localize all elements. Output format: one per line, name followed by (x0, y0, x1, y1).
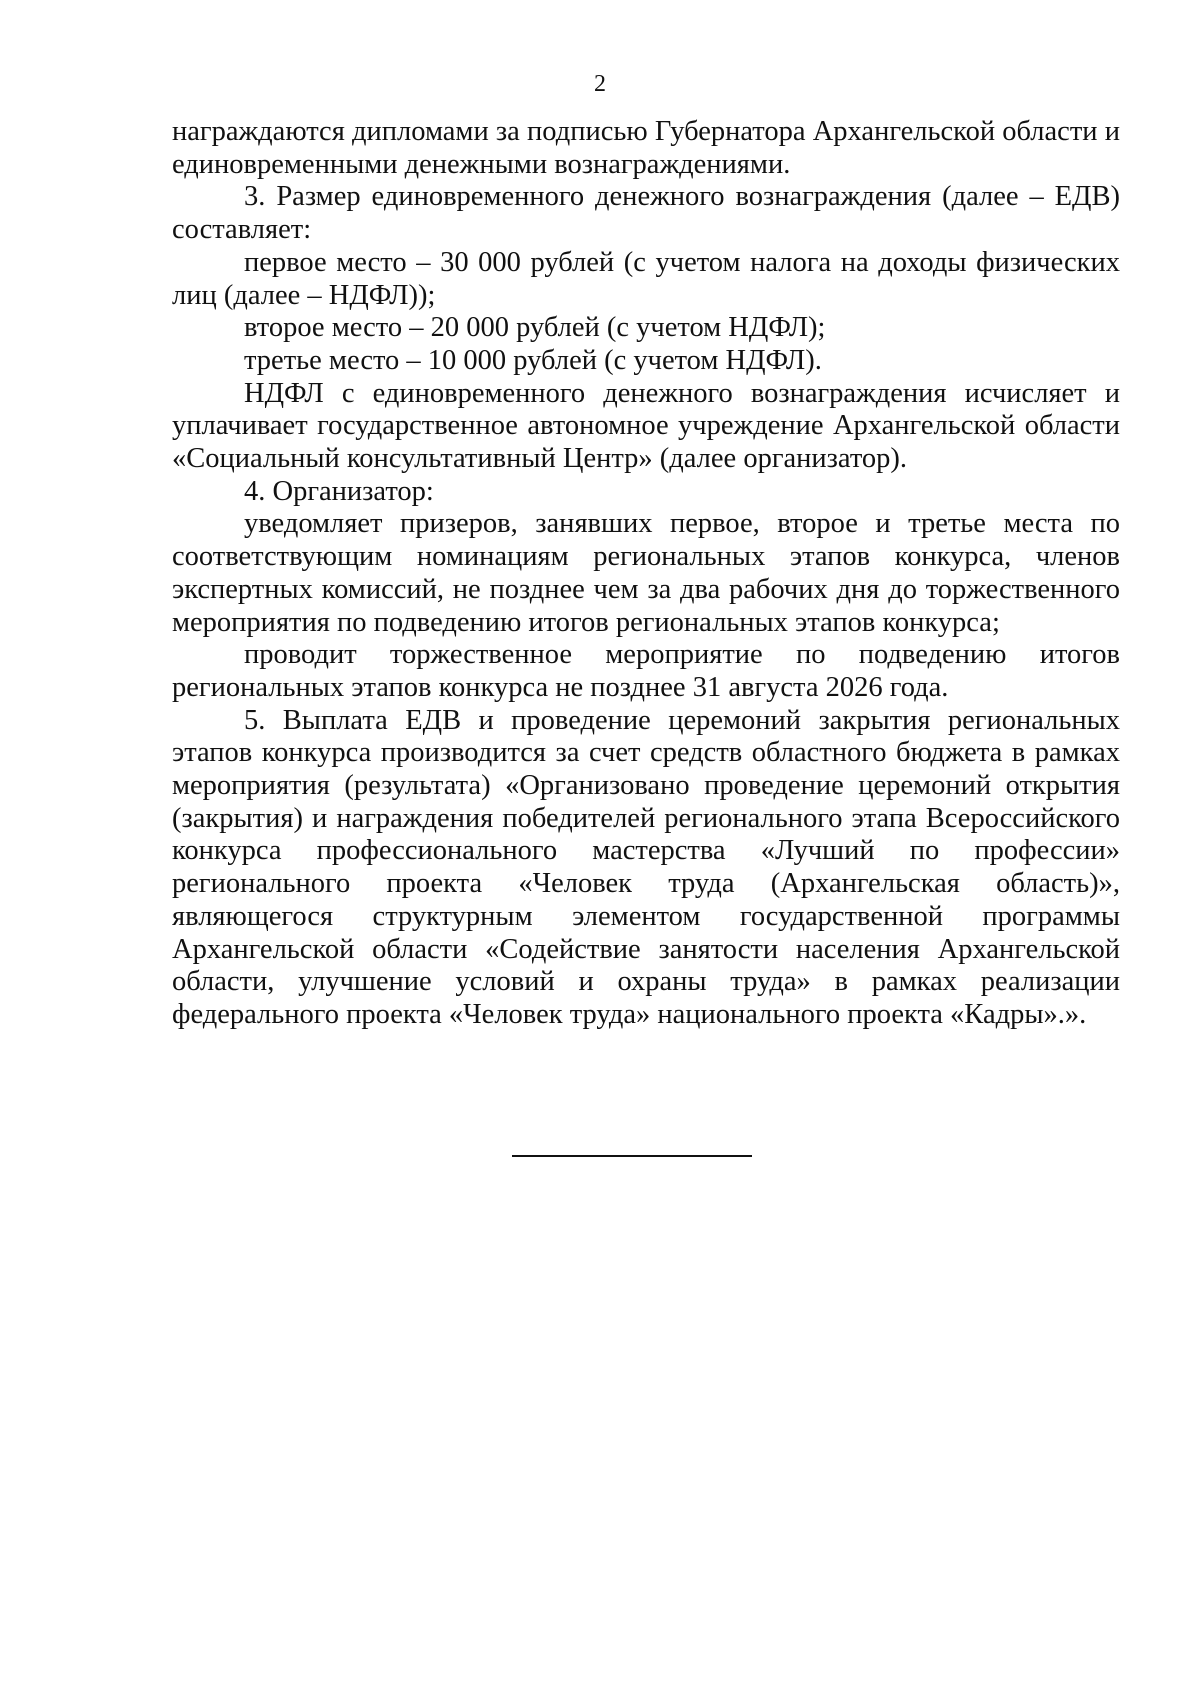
paragraph-third-place: третье место – 10 000 рублей (с учетом НДФЛ). (244, 344, 822, 376)
paragraph-continuation-awards: награждаются дипломами за подписью Губернатора Архангельской области и единовременными денежными вознаграждениями. (172, 116, 1120, 180)
paragraph-second-place: второе место – 20 000 рублей (с учетом НДФЛ); (244, 312, 826, 344)
paragraph-item-5-funding: 5. Выплата ЕДВ и проведение церемоний закрытия региональных этапов конкурса производится за счет средств областного бюджета в рамках мероприятия (результата) «Организовано проведение церемоний открытия (закрытия) и награждения победителей регионального этапа Всероссийского конкурса профессионального мастерства «Лучший по профессии» регионального проекта «Человек труда (Архангельская область)», являющегося структурным элементом государственной программы Архангельской области «Содействие занятости населения Архангельской области, улучшение условий и охраны труда» в рамках реализации федерального проекта «Человек труда» национального проекта «Кадры».». (172, 704, 1120, 1030)
page-number: 2 (594, 71, 606, 97)
end-of-document-rule (512, 1155, 752, 1157)
paragraph-notifies-winners: уведомляет призеров, занявших первое, второе и третье места по соответствующим номинациям региональных этапов конкурса, членов экспертных комиссий, не позднее чем за два рабочих дня до торжественного мероприятия по подведению итогов региональных этапов конкурса; (172, 508, 1120, 638)
paragraph-first-place: первое место – 30 000 рублей (с учетом налога на доходы физических лиц (далее – НДФЛ)); (172, 246, 1120, 311)
paragraph-holds-ceremony: проводит торжественное мероприятие по подведению итогов региональных этапов конкурса не позднее 31 августа 2026 года. (172, 639, 1120, 703)
paragraph-item-3-edv-size: 3. Размер единовременного денежного вознаграждения (далее – ЕДВ) составляет: (172, 181, 1120, 246)
paragraph-item-4-organizer: 4. Организатор: (244, 475, 434, 507)
paragraph-ndfl-payment: НДФЛ с единовременного денежного вознаграждения исчисляет и уплачивает государственное автономное учреждение Архангельской области «Социальный консультативный Центр» (далее организатор). (172, 377, 1120, 475)
document-body (172, 116, 1120, 1032)
